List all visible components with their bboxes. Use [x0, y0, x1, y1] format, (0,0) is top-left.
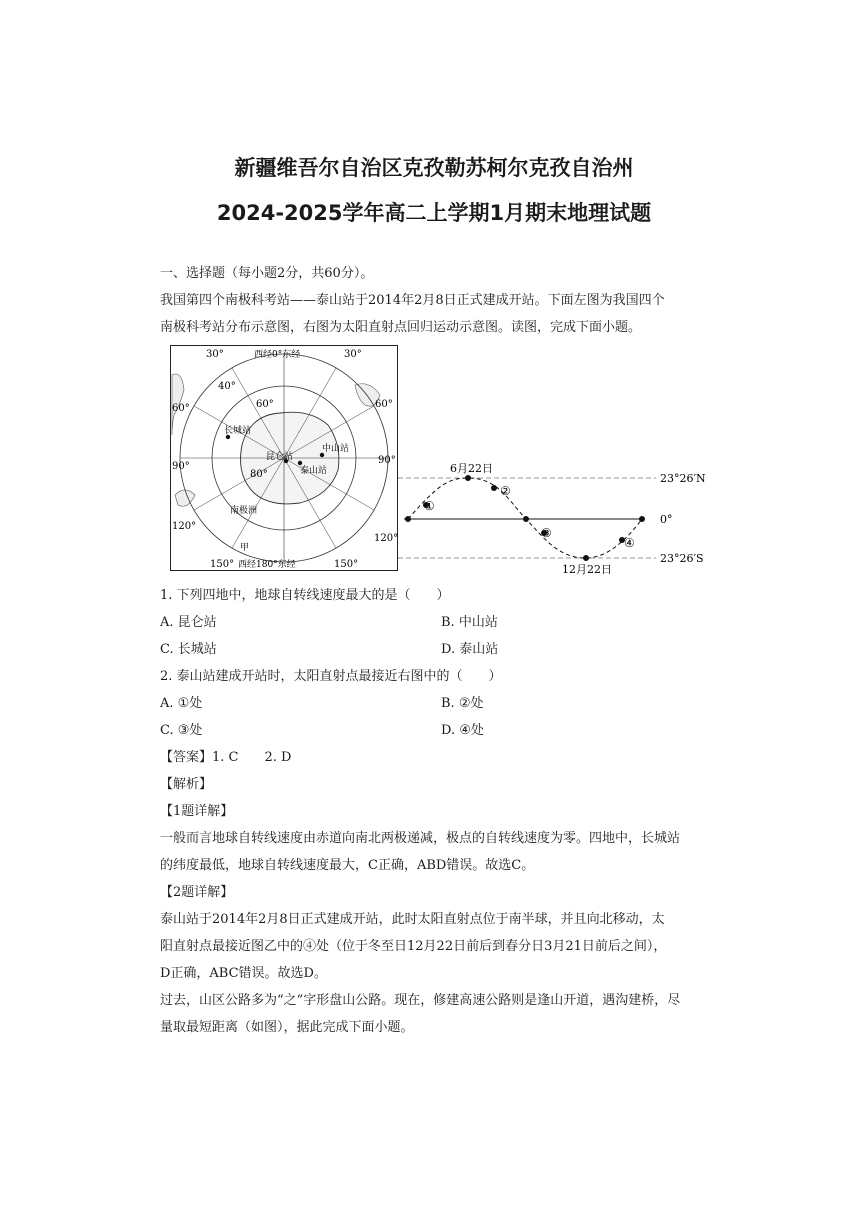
section-heading: 一、选择题（每小题2分，共60分）。 — [160, 266, 374, 281]
label-point-2: ② — [500, 484, 511, 498]
exam-title-line2: 2024-2025学年高二上学期1月期末地理试题 — [216, 201, 652, 225]
detail-1-line2: 的纬度最低，地球自转线速度最大，C正确，ABD错误。故选C。 — [160, 858, 535, 873]
label-tropic-s: 23°26′S — [660, 552, 704, 565]
intro-line1: 我国第四个南极科考站——泰山站于2014年2月8日正式建成开站。下面左图为我国四个 — [160, 293, 665, 308]
label-june22: 6月22日 — [450, 462, 493, 475]
map-label-60w: 60° — [172, 403, 190, 414]
label-equator: 0° — [660, 513, 673, 526]
analysis-heading: 【解析】 — [160, 777, 213, 792]
antarctic-stations-map — [170, 345, 398, 571]
q2-option-b: B. ②处 — [441, 696, 484, 711]
map-label-150w: 150° — [210, 559, 235, 570]
map-label-60e: 60° — [375, 399, 393, 410]
point-2-marker — [491, 485, 497, 491]
q1-option-c: C. 长城站 — [160, 642, 217, 657]
label-point-1: ① — [424, 499, 435, 513]
map-label-150e: 150° — [334, 559, 359, 570]
map-label-jia: 甲 — [240, 543, 250, 553]
map-label-120w: 120° — [172, 521, 197, 532]
q1-option-d: D. 泰山站 — [441, 642, 499, 657]
answer-line: 【答案】1. C 2. D — [160, 750, 292, 765]
q1-option-b: B. 中山站 — [441, 615, 498, 630]
sun-migration-diagram — [398, 455, 713, 585]
next-intro-line1: 过去，山区公路多为“之”字形盘山公路。现在，修建高速公路则是逢山开道，遇沟建桥，尽 — [160, 993, 681, 1008]
label-tropic-n: 23°26′N — [660, 472, 706, 485]
detail-2-heading: 【2题详解】 — [160, 885, 234, 900]
label-dec22: 12月22日 — [562, 563, 612, 576]
map-label-lat60: 60° — [256, 399, 274, 410]
q2-option-a: A. ①处 — [160, 696, 203, 711]
map-label-taishan: 泰山站 — [300, 466, 328, 476]
map-label-30w: 30° — [206, 349, 224, 360]
intro-line2: 南极科考站分布示意图，右图为太阳直射点回归运动示意图。读图，完成下面小题。 — [160, 320, 642, 335]
taishan-station-marker — [298, 461, 302, 465]
next-intro-line2: 量取最短距离（如图），据此完成下面小题。 — [160, 1020, 414, 1035]
map-label-40: 40° — [218, 381, 236, 392]
label-point-4: ④ — [624, 536, 635, 550]
map-label-lat80: 80° — [250, 469, 268, 480]
detail-1-line1: 一般而言地球自转线速度由赤道向南北两极递减，极点的自转线速度为零。四地中，长城站 — [160, 831, 681, 846]
detail-1-heading: 【1题详解】 — [160, 804, 234, 819]
exam-title-line1: 新疆维吾尔自治区克孜勒苏柯尔克孜自治州 — [234, 156, 634, 180]
q2-option-c: C. ③处 — [160, 723, 203, 738]
map-label-top: 西经0°东经 — [254, 350, 301, 360]
map-label-zhongshan: 中山站 — [322, 444, 350, 454]
detail-2-line3: D正确，ABC错误。故选D。 — [160, 966, 327, 981]
question-1-stem: 1. 下列四地中，地球自转线速度最大的是（ ） — [160, 588, 450, 603]
detail-2-line1: 泰山站于2014年2月8日正式建成开站，此时太阳直射点位于南半球，并且向北移动，太 — [160, 912, 665, 927]
map-label-bottom: 西经180°东经 — [238, 560, 296, 570]
detail-2-line2: 阳直射点最接近图乙中的④处（位于冬至日12月22日前后到春分日3月21日前后之间）， — [160, 939, 667, 954]
map-label-90e: 90° — [378, 455, 396, 466]
map-label-kunlun: 昆仑站 — [266, 452, 294, 462]
map-label-changcheng: 长城站 — [224, 426, 252, 436]
map-label-90w: 90° — [172, 461, 190, 472]
question-2-stem: 2. 泰山站建成开站时，太阳直射点最接近右图中的（ ） — [160, 669, 502, 684]
q2-option-d: D. ④处 — [441, 723, 484, 738]
map-label-nanjizhou: 南极洲 — [230, 506, 258, 516]
map-label-30e: 30° — [344, 349, 362, 360]
label-point-3: ③ — [541, 526, 552, 540]
q1-option-a: A. 昆仑站 — [160, 615, 217, 630]
map-label-120e: 120° — [374, 533, 398, 544]
